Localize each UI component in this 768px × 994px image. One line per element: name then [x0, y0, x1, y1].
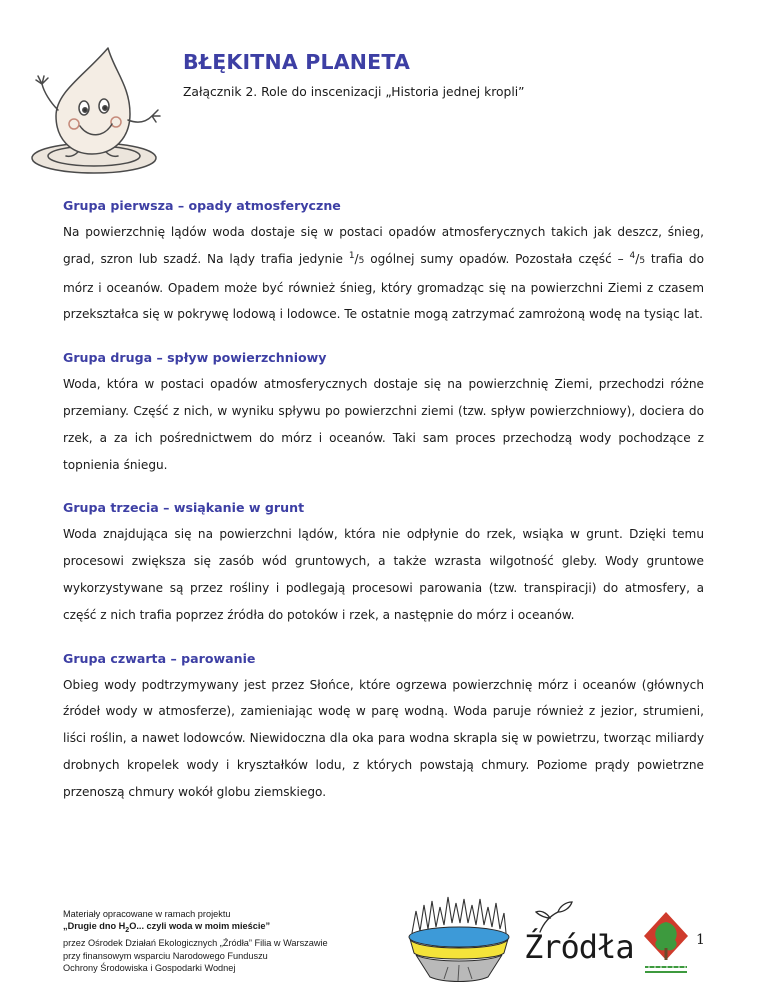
footer-project-name — [63, 920, 328, 937]
footer-line: Materiały opracowane w ramach projektu — [63, 909, 231, 919]
paragraph-text-part: trafia do mórz i oceanów. Opadem może być również śnieg, który gromadząc się na powierzchni Ziemi z czasem przekształca się w pokrywę lodową i lodowce. Te ostatnie mogą zatrzymać zamrożoną wodę na tysiąc lat. — [63, 251, 705, 322]
fraction-denominator: 5 — [639, 255, 646, 266]
footer-line: przy finansowym wsparciu Narodowego Funduszu — [63, 950, 268, 961]
fraction-denominator: 5 — [358, 255, 365, 266]
footer-project-part: O... czyli woda w moim mieście” — [129, 921, 271, 932]
footer-credits — [63, 908, 328, 974]
page-title: BŁĘKITNA PLANETA — [183, 50, 411, 74]
zrodla-logo — [516, 900, 641, 970]
footer-project-subscript: 2 — [125, 927, 130, 935]
section-heading: Grupa czwarta – parowanie — [63, 650, 256, 666]
paragraph-text-part: ogólnej sumy opadów. Pozostała część – — [364, 251, 630, 266]
zrodla-logo-text: Źródła — [524, 928, 634, 966]
footer-line: przez Ośrodek Działań Ekologicznych „Źródła” Filia w Warszawie — [63, 938, 328, 949]
paragraph-text-part: Na powierzchnię lądów woda dostaje się w postaci opadów atmosferycznych takich jak deszcz, śnieg, grad, szron lub szadź. Na lądy trafia jedynie — [63, 225, 704, 266]
section-surface-runoff — [63, 349, 704, 478]
section-paragraph: Woda znajdująca się na powierzchni lądów, która nie odpłynie do rzek, wsiąka w grunt. Dzięki temu procesowi zwiększa się zasób wód gruntowych, a także wzrasta wilgotność gleby. Wody gruntowe wykorzystywane są przez rośliny i podlegają procesowi parowania (tzw. transpiracji) do atmosfery, a część z nich trafia poprzez źródła do potoków i rzek, a następnie do mórz i oceanów. — [63, 527, 704, 622]
footer-line: Ochrony Środowiska i Gospodarki Wodnej — [63, 963, 236, 974]
document-body — [63, 197, 704, 827]
page-number: 1 — [696, 932, 705, 948]
fraction-numerator: 4 — [629, 250, 636, 261]
section-infiltration — [63, 499, 704, 628]
section-heading: Grupa druga – spływ powierzchniowy — [63, 350, 327, 366]
water-drop-mascot-icon — [22, 40, 172, 185]
fraction-slash: / — [635, 251, 640, 266]
section-heading: Grupa trzecia – wsiąkanie w grunt — [63, 500, 305, 516]
lake-logo-icon — [404, 893, 512, 983]
section-evaporation — [63, 650, 704, 806]
section-paragraph: Woda, która w postaci opadów atmosferycznych dostaje się na powierzchnię Ziemi, przechodzi różne przemiany. Część z nich, w wyniku spływu po powierzchni ziemi (tzw. spływ powierzchniowy), dociera do rzek, a za ich pośrednictwem do mórz i oceanów. Taki sam proces przechodzą wody pochodzące z topnienia śniegu. — [63, 377, 704, 472]
section-paragraph: Obieg wody podtrzymywany jest przez Słońce, które ogrzewa powierzchnię mórz i oceanów (głównych źródeł wody w atmosferze), zamieniając wodę w parę wodną. Woda paruje również z jezior, strumieni, liści roślin, a nawet lodowców. Niewidoczna dla oka para wodna skrapla się w powietrzu, tworząc miliardy drobnych kropelek wody i kryształków lodu, z których powstają chmury. Poziome prądy powietrzne przenoszą chmury wokół globu ziemskiego. — [63, 677, 704, 799]
footer-project-part: „Drugie dno H — [63, 921, 126, 932]
section-paragraph — [63, 219, 704, 328]
page-subtitle: Załącznik 2. Role do inscenizacji „Historia jednej kropli” — [183, 85, 525, 99]
fraction-slash: / — [354, 251, 359, 266]
section-precipitation — [63, 197, 704, 328]
tree-logo-icon — [641, 910, 691, 976]
fraction-numerator: 1 — [348, 250, 355, 261]
section-heading: Grupa pierwsza – opady atmosferyczne — [63, 198, 341, 213]
